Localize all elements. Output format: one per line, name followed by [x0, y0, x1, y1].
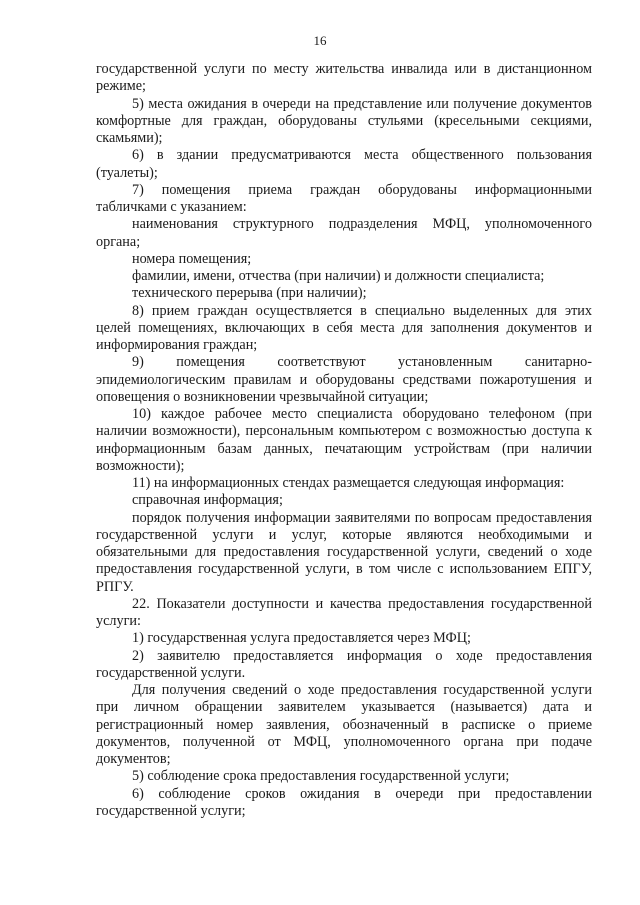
paragraph: 9) помещения соответствуют установленным санитарно-эпидемиологическим правилам и оборудованы средствами пожаротушения и оповещения о возникновении чрезвычайной ситуации; [96, 354, 592, 405]
paragraph: номера помещения; [132, 250, 252, 267]
paragraph: 2) заявителю предоставляется информация о ходе предоставления государственной услуги. [96, 647, 592, 681]
paragraph: 7) помещения приема граждан оборудованы информационными табличками с указанием: [96, 181, 592, 215]
paragraph: 6) соблюдение сроков ожидания в очереди при предоставлении государственной услуги; [96, 785, 592, 819]
paragraph: справочная информация; [132, 492, 283, 509]
paragraph: технического перерыва (при наличии); [132, 285, 367, 302]
paragraph: государственной услуги по месту жительства инвалида или в дистанционном режиме; [96, 61, 592, 95]
paragraph: 5) места ожидания в очереди на представление или получение документов комфортные для граждан, оборудованы стульями (кресельными секциями, скамьями); [96, 95, 592, 146]
paragraph: 22. Показатели доступности и качества предоставления государственной услуги: [96, 595, 592, 629]
paragraph: 5) соблюдение срока предоставления государственной услуги; [132, 768, 510, 785]
paragraph: порядок получения информации заявителями по вопросам предоставления государственной услуги и услуг, которые являются необходимыми и обязательными для предоставления государственной услуги, сведений о ходе предоставления государственной услуги, в том числе с использованием ЕПГУ, РПГУ. [96, 509, 592, 595]
paragraph: 6) в здании предусматриваются места общественного пользования (туалеты); [96, 147, 592, 181]
paragraph: 1) государственная услуга предоставляется через МФЦ; [132, 630, 471, 647]
paragraph: 11) на информационных стендах размещается следующая информация: [132, 475, 565, 491]
page-number: 16 [313, 33, 327, 48]
document-body [96, 61, 592, 820]
paragraph: Для получения сведений о ходе предоставления государственной услуги при личном обращении заявителем указывается (называется) дата и регистрационный номер заявления, обозначенный в расписке о приеме документов, полученной от МФЦ, уполномоченного органа при подаче документов; [96, 682, 592, 767]
paragraph: фамилии, имени, отчества (при наличии) и должности специалиста; [132, 268, 545, 284]
paragraph: 8) прием граждан осуществляется в специально выделенных для этих целей помещениях, включающих в себя места для заполнения документов и информирования граждан; [96, 302, 592, 353]
paragraph: 10) каждое рабочее место специалиста оборудовано телефоном (при наличии возможности), персональным компьютером с возможностью доступа к информационным базам данных, печатающим устройствам (при наличии возможности); [96, 406, 592, 474]
paragraph: наименования структурного подразделения МФЦ, уполномоченного органа; [96, 216, 592, 250]
